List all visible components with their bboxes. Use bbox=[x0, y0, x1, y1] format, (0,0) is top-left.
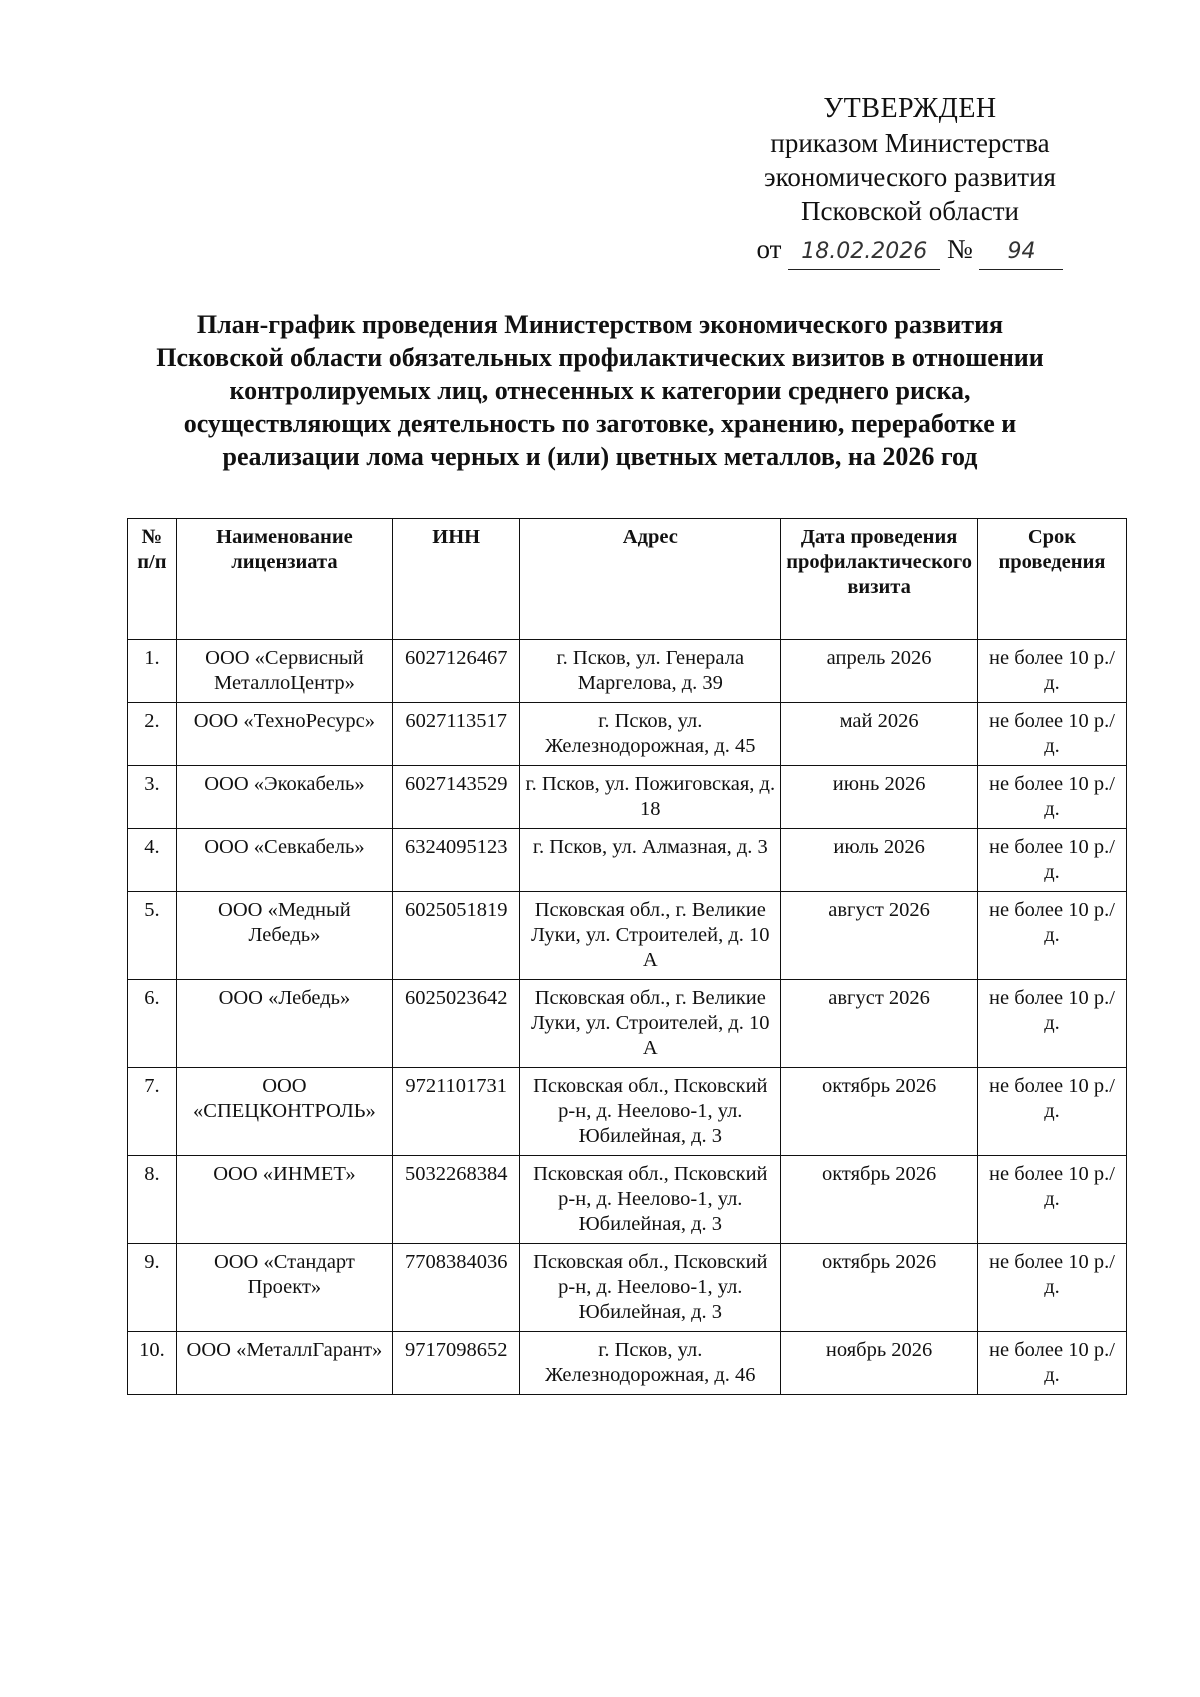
cell-address: г. Псков, ул. Пожиговская, д. 18 bbox=[520, 766, 781, 829]
cell-inn: 6027143529 bbox=[393, 766, 520, 829]
cell-date: октябрь 2026 bbox=[781, 1156, 978, 1244]
handwritten-date: 18.02.2026 bbox=[788, 235, 940, 270]
cell-num: 3. bbox=[128, 766, 177, 829]
cell-num: 4. bbox=[128, 829, 177, 892]
title-line-3: контролируемых лиц, отнесенных к категории среднего риска, bbox=[229, 376, 971, 405]
header-address: Адрес bbox=[520, 519, 781, 640]
cell-address: Псковская обл., Псковский р-н, д. Неелово-1, ул. Юбилейная, д. 3 bbox=[520, 1244, 781, 1332]
cell-date: ноябрь 2026 bbox=[781, 1332, 978, 1395]
approval-line-2: экономического развития bbox=[764, 162, 1056, 192]
cell-term: не более 10 р./д. bbox=[977, 766, 1126, 829]
table-row bbox=[128, 640, 1127, 703]
cell-address: Псковская обл., Псковский р-н, д. Неелово-1, ул. Юбилейная, д. 3 bbox=[520, 1156, 781, 1244]
approval-stamp bbox=[740, 92, 1080, 270]
cell-term: не более 10 р./д. bbox=[977, 829, 1126, 892]
table-row bbox=[128, 829, 1127, 892]
cell-address: г. Псков, ул. Алмазная, д. 3 bbox=[520, 829, 781, 892]
table-row bbox=[128, 766, 1127, 829]
cell-num: 2. bbox=[128, 703, 177, 766]
cell-inn: 6025023642 bbox=[393, 980, 520, 1068]
cell-address: Псковская обл., Псковский р-н, д. Неелово-1, ул. Юбилейная, д. 3 bbox=[520, 1068, 781, 1156]
handwritten-number: 94 bbox=[979, 235, 1063, 270]
header-term: Срок проведения bbox=[977, 519, 1126, 640]
cell-num: 7. bbox=[128, 1068, 177, 1156]
approval-heading: УТВЕРЖДЕН bbox=[823, 93, 997, 124]
table-row bbox=[128, 1332, 1127, 1395]
header-inn: ИНН bbox=[393, 519, 520, 640]
cell-date: июль 2026 bbox=[781, 829, 978, 892]
cell-address: Псковская обл., г. Великие Луки, ул. Строителей, д. 10 А bbox=[520, 980, 781, 1068]
cell-term: не более 10 р./д. bbox=[977, 892, 1126, 980]
table-row bbox=[128, 1068, 1127, 1156]
cell-inn: 6324095123 bbox=[393, 829, 520, 892]
number-label: № bbox=[946, 234, 973, 264]
cell-name: ООО «ИНМЕТ» bbox=[176, 1156, 392, 1244]
cell-date: август 2026 bbox=[781, 892, 978, 980]
table-row bbox=[128, 1244, 1127, 1332]
cell-address: г. Псков, ул. Железнодорожная, д. 46 bbox=[520, 1332, 781, 1395]
table-row bbox=[128, 703, 1127, 766]
cell-num: 6. bbox=[128, 980, 177, 1068]
header-date: Дата проведения профилактического визита bbox=[781, 519, 978, 640]
cell-inn: 5032268384 bbox=[393, 1156, 520, 1244]
cell-num: 9. bbox=[128, 1244, 177, 1332]
cell-date: август 2026 bbox=[781, 980, 978, 1068]
cell-term: не более 10 р./д. bbox=[977, 1332, 1126, 1395]
cell-name: ООО «Сервисный МеталлоЦентр» bbox=[176, 640, 392, 703]
cell-num: 5. bbox=[128, 892, 177, 980]
document-title bbox=[100, 308, 1100, 473]
cell-inn: 7708384036 bbox=[393, 1244, 520, 1332]
cell-name: ООО «ТехноРесурс» bbox=[176, 703, 392, 766]
cell-inn: 6027126467 bbox=[393, 640, 520, 703]
cell-address: г. Псков, ул. Железнодорожная, д. 45 bbox=[520, 703, 781, 766]
cell-inn: 6027113517 bbox=[393, 703, 520, 766]
cell-num: 8. bbox=[128, 1156, 177, 1244]
cell-num: 10. bbox=[128, 1332, 177, 1395]
table-row bbox=[128, 980, 1127, 1068]
table-header-row bbox=[128, 519, 1127, 640]
cell-inn: 6025051819 bbox=[393, 892, 520, 980]
cell-inn: 9721101731 bbox=[393, 1068, 520, 1156]
cell-name: ООО «Лебедь» bbox=[176, 980, 392, 1068]
visits-schedule-table bbox=[127, 518, 1127, 1395]
order-reference bbox=[740, 232, 1080, 270]
cell-num: 1. bbox=[128, 640, 177, 703]
cell-term: не более 10 р./д. bbox=[977, 1068, 1126, 1156]
cell-name: ООО «Стандарт Проект» bbox=[176, 1244, 392, 1332]
header-num: № п/п bbox=[128, 519, 177, 640]
cell-date: октябрь 2026 bbox=[781, 1244, 978, 1332]
title-line-1: План-график проведения Министерством экономического развития bbox=[196, 310, 1004, 339]
cell-date: июнь 2026 bbox=[781, 766, 978, 829]
cell-name: ООО «МеталлГарант» bbox=[176, 1332, 392, 1395]
cell-address: г. Псков, ул. Генерала Маргелова, д. 39 bbox=[520, 640, 781, 703]
table-row bbox=[128, 1156, 1127, 1244]
title-line-4: осуществляющих деятельность по заготовке, хранению, переработке и bbox=[183, 409, 1017, 438]
from-label: от bbox=[756, 234, 782, 264]
cell-address: Псковская обл., г. Великие Луки, ул. Строителей, д. 10 А bbox=[520, 892, 781, 980]
approval-line-1: приказом Министерства bbox=[770, 128, 1050, 158]
table-row bbox=[128, 892, 1127, 980]
cell-term: не более 10 р./д. bbox=[977, 1244, 1126, 1332]
header-name: Наименование лицензиата bbox=[176, 519, 392, 640]
cell-inn: 9717098652 bbox=[393, 1332, 520, 1395]
cell-date: май 2026 bbox=[781, 703, 978, 766]
cell-term: не более 10 р./д. bbox=[977, 1156, 1126, 1244]
cell-name: ООО «Севкабель» bbox=[176, 829, 392, 892]
approval-line-3: Псковской области bbox=[800, 196, 1019, 226]
cell-date: апрель 2026 bbox=[781, 640, 978, 703]
cell-name: ООО «СПЕЦКОНТРОЛЬ» bbox=[176, 1068, 392, 1156]
cell-name: ООО «Экокабель» bbox=[176, 766, 392, 829]
cell-term: не более 10 р./д. bbox=[977, 703, 1126, 766]
title-line-2: Псковской области обязательных профилактических визитов в отношении bbox=[156, 343, 1044, 372]
cell-date: октябрь 2026 bbox=[781, 1068, 978, 1156]
cell-term: не более 10 р./д. bbox=[977, 640, 1126, 703]
cell-name: ООО «Медный Лебедь» bbox=[176, 892, 392, 980]
title-line-5: реализации лома черных и (или) цветных металлов, на 2026 год bbox=[222, 442, 978, 471]
cell-term: не более 10 р./д. bbox=[977, 980, 1126, 1068]
